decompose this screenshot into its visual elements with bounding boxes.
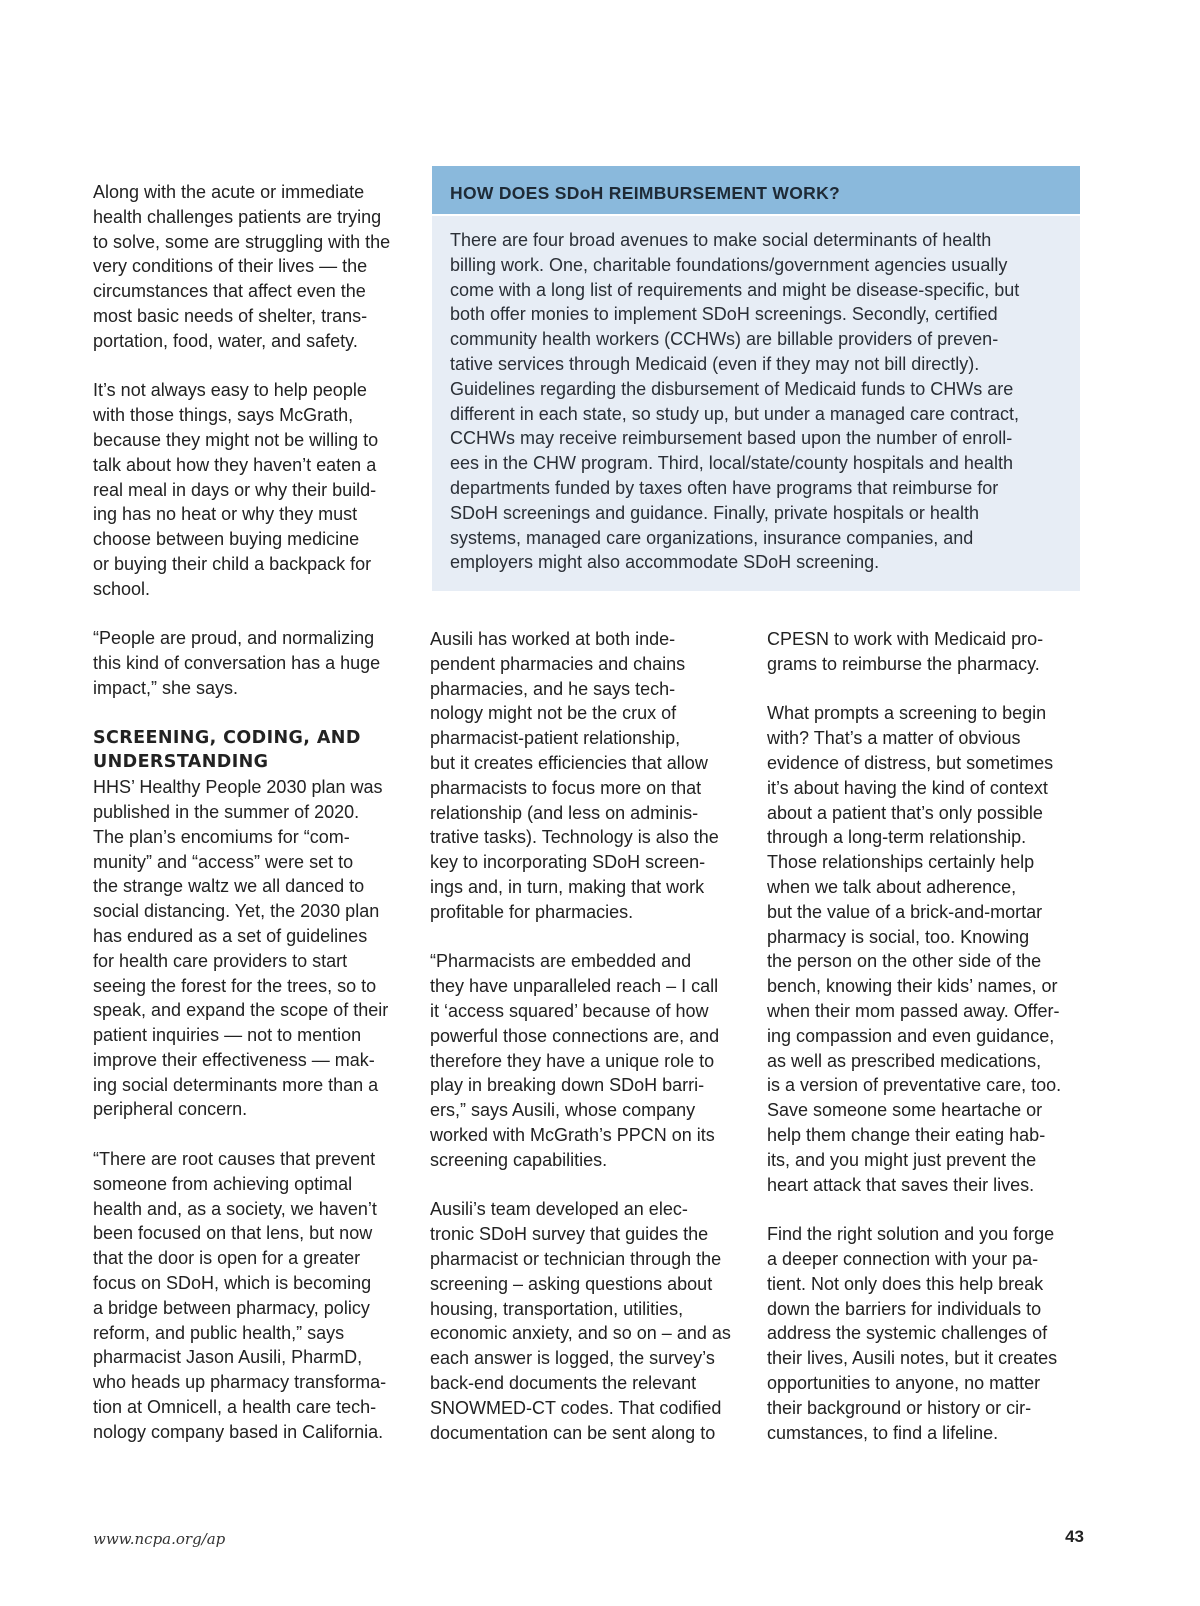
sidebar-body xyxy=(432,216,1080,575)
text-line: a deeper connection with your pa- xyxy=(767,1248,1039,1269)
sidebar-box xyxy=(432,166,1080,591)
paragraph xyxy=(767,1222,1085,1445)
text-line: to solve, some are struggling with the xyxy=(93,231,391,252)
text-line: tient. Not only does this help break xyxy=(767,1273,1044,1294)
paragraph xyxy=(767,627,1085,677)
text-line: they have unparalleled reach – I call xyxy=(430,976,719,997)
text-line: it ‘access squared’ because of how xyxy=(430,1000,709,1021)
paragraph xyxy=(430,627,748,925)
text-line: patient inquiries — not to mention xyxy=(93,1025,362,1046)
text-line: different in each state, so study up, but under a managed care contract, xyxy=(450,403,1020,424)
text-line: their background or history or cir- xyxy=(767,1397,1032,1418)
text-line: heart attack that saves their lives. xyxy=(767,1174,1035,1195)
text-line: CPESN to work with Medicaid pro- xyxy=(767,629,1044,649)
text-line: “Pharmacists are embedded and xyxy=(430,951,692,972)
text-line: it’s about having the kind of context xyxy=(767,777,1048,798)
text-line: Ausili has worked at both inde- xyxy=(430,629,676,649)
text-line: back-end documents the relevant xyxy=(430,1372,697,1393)
paragraph xyxy=(430,949,748,1172)
text-line: employers might also accommodate SDoH screening. xyxy=(450,552,880,573)
text-line: Save someone some heartache or xyxy=(767,1100,1043,1121)
text-line: each answer is logged, the survey’s xyxy=(430,1348,715,1369)
text-line: has endured as a set of guidelines xyxy=(93,925,368,946)
text-line: documentation can be sent along to xyxy=(430,1422,716,1443)
text-line: nology might not be the crux of xyxy=(430,703,677,724)
text-line: but it creates efficiencies that allow xyxy=(430,752,708,773)
text-line: through a long-term relationship. xyxy=(767,827,1027,848)
text-line: evidence of distress, but sometimes xyxy=(767,752,1054,773)
text-line: been focused on that lens, but now xyxy=(93,1223,373,1244)
text-line: or buying their child a backpack for xyxy=(93,553,372,574)
text-line: speak, and expand the scope of their xyxy=(93,1000,389,1021)
heading-line: UNDERSTANDING xyxy=(93,752,269,773)
text-line: bench, knowing their kids’ names, or xyxy=(767,976,1058,997)
text-line: housing, transportation, utilities, xyxy=(430,1298,684,1319)
text-line: ings and, in turn, making that work xyxy=(430,876,705,897)
text-line: down the barriers for individuals to xyxy=(767,1298,1042,1319)
text-line: systems, managed care organizations, insurance companies, and xyxy=(450,527,974,548)
paragraph xyxy=(93,378,411,601)
text-line: talk about how they haven’t eaten a xyxy=(93,454,377,475)
article-column-3 xyxy=(767,627,1085,1445)
text-line: cumstances, to find a lifeline. xyxy=(767,1422,999,1443)
text-line: social distancing. Yet, the 2030 plan xyxy=(93,901,380,922)
text-line: improve their effectiveness — mak- xyxy=(93,1049,375,1070)
text-line: grams to reimburse the pharmacy. xyxy=(767,653,1040,674)
text-line: There are four broad avenues to make social determinants of health xyxy=(450,230,992,250)
text-line: focus on SDoH, which is becoming xyxy=(93,1273,372,1294)
text-line: very conditions of their lives — the xyxy=(93,256,368,277)
text-line: help them change their eating hab- xyxy=(767,1124,1046,1145)
text-line: tion at Omnicell, a health care tech- xyxy=(93,1397,377,1418)
text-line: published in the summer of 2020. xyxy=(93,801,360,822)
text-line: impact,” she says. xyxy=(93,677,239,698)
text-line: pharmacists to focus more on that xyxy=(430,777,702,798)
text-line: HHS’ Healthy People 2030 plan was xyxy=(93,777,383,798)
text-line: because they might not be willing to xyxy=(93,429,379,450)
article-column-2 xyxy=(430,627,748,1445)
text-line: Along with the acute or immediate xyxy=(93,182,365,202)
text-line: ees in the CHW program. Third, local/state/county hospitals and health xyxy=(450,453,1013,474)
footer-url: www.ncpa.org/ap xyxy=(93,1530,226,1548)
text-line: when their mom passed away. Offer- xyxy=(767,1000,1060,1021)
paragraph xyxy=(93,180,411,354)
text-line: “People are proud, and normalizing xyxy=(93,628,375,649)
text-line: therefore they have a unique role to xyxy=(430,1050,715,1071)
text-line: opportunities to anyone, no matter xyxy=(767,1372,1041,1393)
sidebar-title: HOW DOES SDoH REIMBURSEMENT WORK? xyxy=(432,166,1080,216)
text-line: health and, as a society, we haven’t xyxy=(93,1198,377,1219)
text-line: SNOWMED-CT codes. That codified xyxy=(430,1397,722,1418)
text-line: ing social determinants more than a xyxy=(93,1074,379,1095)
text-line: ing has no heat or why they must xyxy=(93,504,358,525)
text-line: tronic SDoH survey that guides the xyxy=(430,1224,709,1245)
text-line: trative tasks). Technology is also the xyxy=(430,827,719,848)
text-line: worked with McGrath’s PPCN on its xyxy=(430,1124,715,1145)
text-line: a bridge between pharmacy, policy xyxy=(93,1297,370,1318)
text-line: nology company based in California. xyxy=(93,1421,384,1442)
text-line: school. xyxy=(93,578,151,599)
text-line: Find the right solution and you forge xyxy=(767,1224,1055,1245)
text-line: its, and you might just prevent the xyxy=(767,1149,1037,1170)
text-line: choose between buying medicine xyxy=(93,529,360,550)
text-line: pendent pharmacies and chains xyxy=(430,653,686,674)
text-line: who heads up pharmacy transforma- xyxy=(93,1372,387,1393)
paragraph xyxy=(767,701,1085,1197)
text-line: pharmacies, and he says tech- xyxy=(430,678,676,699)
text-line: powerful those connections are, and xyxy=(430,1025,720,1046)
text-line: circumstances that affect even the xyxy=(93,281,366,302)
text-line: SDoH screenings and guidance. Finally, private hospitals or health xyxy=(450,502,979,523)
text-line: Those relationships certainly help xyxy=(767,852,1035,873)
text-line: Ausili’s team developed an elec- xyxy=(430,1199,688,1220)
text-line: ing compassion and even guidance, xyxy=(767,1025,1055,1046)
text-line: relationship (and less on adminis- xyxy=(430,802,699,823)
text-line: both offer monies to implement SDoH screenings. Secondly, certified xyxy=(450,304,998,325)
text-line: peripheral concern. xyxy=(93,1099,248,1120)
text-line: seeing the forest for the trees, so to xyxy=(93,975,377,996)
text-line: pharmacist or technician through the xyxy=(430,1248,722,1269)
text-line: screening capabilities. xyxy=(430,1149,608,1170)
text-line: as well as prescribed medications, xyxy=(767,1050,1042,1071)
text-line: portation, food, water, and safety. xyxy=(93,330,358,351)
text-line: profitable for pharmacies. xyxy=(430,901,634,922)
text-line: address the systemic challenges of xyxy=(767,1323,1048,1344)
article-column-1 xyxy=(93,180,411,1445)
text-line: that the door is open for a greater xyxy=(93,1248,361,1269)
text-line: come with a long list of requirements and might be disease-specific, but xyxy=(450,279,1020,300)
text-line: key to incorporating SDoH screen- xyxy=(430,852,706,873)
text-line: It’s not always easy to help people xyxy=(93,380,367,401)
text-line: someone from achieving optimal xyxy=(93,1173,353,1194)
text-line: the strange waltz we all danced to xyxy=(93,876,365,897)
section-paragraph xyxy=(93,726,411,1123)
text-line: What prompts a screening to begin xyxy=(767,703,1047,724)
text-line: reform, and public health,” says xyxy=(93,1322,345,1343)
text-line: but the value of a brick-and-mortar xyxy=(767,901,1043,922)
text-line: this kind of conversation has a huge xyxy=(93,653,381,674)
text-line: their lives, Ausili notes, but it creates xyxy=(767,1348,1058,1369)
text-line: Guidelines regarding the disbursement of Medicaid funds to CHWs are xyxy=(450,378,1014,399)
paragraph xyxy=(430,1197,748,1445)
text-line: munity” and “access” were set to xyxy=(93,851,354,872)
text-line: screening – asking questions about xyxy=(430,1273,713,1294)
text-line: play in breaking down SDoH barri- xyxy=(430,1075,705,1096)
text-line: most basic needs of shelter, trans- xyxy=(93,305,368,326)
text-line: CCHWs may receive reimbursement based upon the number of enroll- xyxy=(450,428,1013,449)
text-line: pharmacist Jason Ausili, PharmD, xyxy=(93,1347,363,1368)
text-line: is a version of preventative care, too. xyxy=(767,1075,1062,1096)
text-line: with? That’s a matter of obvious xyxy=(767,728,1021,749)
text-line: about a patient that’s only possible xyxy=(767,802,1043,823)
page-number: 43 xyxy=(1065,1527,1084,1546)
text-line: pharmacy is social, too. Knowing xyxy=(767,926,1030,947)
text-line: tative services through Medicaid (even if they may not bill directly). xyxy=(450,353,980,374)
text-line: economic anxiety, and so on – and as xyxy=(430,1323,731,1344)
text-line: real meal in days or why their build- xyxy=(93,479,377,500)
text-line: community health workers (CCHWs) are billable providers of preven- xyxy=(450,329,999,350)
text-line: ers,” says Ausili, whose company xyxy=(430,1100,696,1121)
text-line: the person on the other side of the xyxy=(767,951,1042,972)
text-line: for health care providers to start xyxy=(93,950,348,971)
paragraph xyxy=(93,1147,411,1445)
text-line: The plan’s encomiums for “com- xyxy=(93,826,350,847)
text-line: pharmacist-patient relationship, xyxy=(430,728,681,749)
text-line: “There are root causes that prevent xyxy=(93,1149,376,1170)
heading-line: SCREENING, CODING, AND xyxy=(93,727,361,748)
text-line: with those things, says McGrath, xyxy=(93,405,354,426)
text-line: health challenges patients are trying xyxy=(93,206,382,227)
paragraph xyxy=(93,626,411,700)
text-line: departments funded by taxes often have programs that reimburse for xyxy=(450,477,999,498)
text-line: billing work. One, charitable foundations/government agencies usually xyxy=(450,254,1008,275)
text-line: when we talk about adherence, xyxy=(767,876,1017,897)
